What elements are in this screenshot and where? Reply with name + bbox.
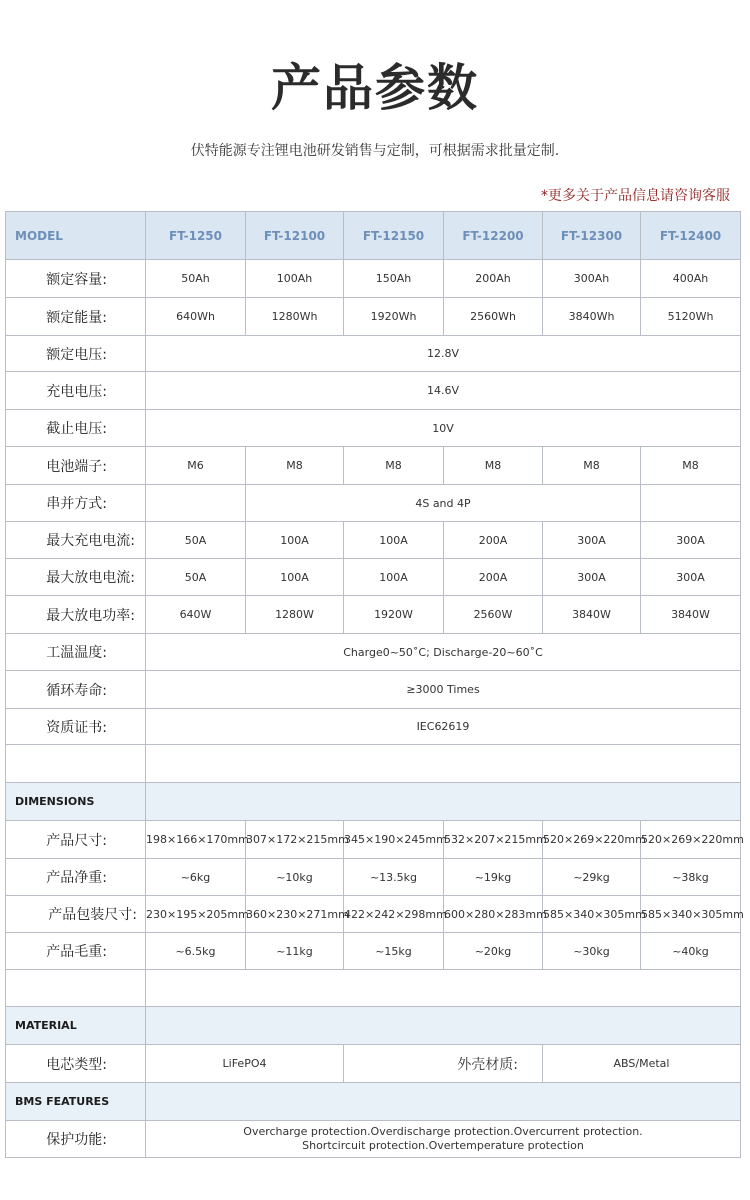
capacity-value: 50Ah <box>146 260 246 298</box>
row-label: 额定容量: <box>6 260 146 298</box>
dimensions-section-row <box>6 783 741 821</box>
gross-weight-value: ~11kg <box>246 933 344 970</box>
charge-voltage-row <box>6 372 741 410</box>
row-label: 电芯类型: <box>6 1045 146 1083</box>
row-label: 充电电压: <box>6 372 146 410</box>
package-size-value: 585×340×305mm <box>543 896 641 933</box>
size-value: 307×172×215mm <box>246 821 344 859</box>
charge-current-value: 300A <box>543 522 641 559</box>
energy-value: 3840Wh <box>543 298 641 336</box>
charge-current-value: 50A <box>146 522 246 559</box>
discharge-power-value: 3840W <box>543 596 641 634</box>
discharge-power-value: 3840W <box>641 596 741 634</box>
net-weight-value: ~29kg <box>543 859 641 896</box>
capacity-value: 300Ah <box>543 260 641 298</box>
discharge-current-value: 200A <box>444 559 543 596</box>
empty-cell <box>146 745 741 783</box>
discharge-current-value: 100A <box>246 559 344 596</box>
protection-line: Overcharge protection.Overdischarge protection.Overcurrent protection. <box>243 1125 643 1138</box>
model-name: FT-12100 <box>246 212 344 260</box>
cell-type-value: LiFePO4 <box>146 1045 344 1083</box>
row-label: 最大放电功率: <box>6 596 146 634</box>
charge-current-value: 100A <box>344 522 444 559</box>
row-label: 电池端子: <box>6 447 146 485</box>
material-section-row <box>6 1007 741 1045</box>
row-label: 额定能量: <box>6 298 146 336</box>
empty-cell <box>146 970 741 1007</box>
model-header-row <box>6 212 741 260</box>
protection-value <box>146 1121 741 1158</box>
size-value: 345×190×245mm <box>344 821 444 859</box>
page-subtitle: 伏特能源专注锂电池研发销售与定制，可根据需求批量定制. <box>190 143 560 159</box>
terminal-value: M8 <box>444 447 543 485</box>
empty-cell <box>146 1083 741 1121</box>
gross-weight-value: ~6.5kg <box>146 933 246 970</box>
energy-row <box>6 298 741 336</box>
terminal-value: M6 <box>146 447 246 485</box>
terminal-value: M8 <box>344 447 444 485</box>
shell-label: 外壳材质: <box>344 1045 543 1083</box>
max-discharge-power-row <box>6 596 741 634</box>
empty-cell <box>6 745 146 783</box>
charge-current-value: 300A <box>641 522 741 559</box>
capacity-row <box>6 260 741 298</box>
size-value: 520×269×220mm <box>641 821 741 859</box>
cutoff-voltage-row <box>6 410 741 447</box>
gross-weight-value: ~20kg <box>444 933 543 970</box>
net-weight-row <box>6 859 741 896</box>
temperature-value: Charge0~50˚C; Discharge-20~60˚C <box>146 634 741 671</box>
row-label: 产品包装尺寸: <box>6 896 146 933</box>
certificate-value: IEC62619 <box>146 709 741 745</box>
package-size-value: 422×242×298mm <box>344 896 444 933</box>
cycle-life-value: ≥3000 Times <box>146 671 741 709</box>
spacer-row <box>6 970 741 1007</box>
model-name: FT-12400 <box>641 212 741 260</box>
gross-weight-value: ~15kg <box>344 933 444 970</box>
spacer-row <box>6 745 741 783</box>
shell-value: ABS/Metal <box>543 1045 741 1083</box>
net-weight-value: ~38kg <box>641 859 741 896</box>
row-label: 最大充电电流: <box>6 522 146 559</box>
charge-current-value: 200A <box>444 522 543 559</box>
empty-cell <box>146 1007 741 1045</box>
discharge-current-value: 50A <box>146 559 246 596</box>
capacity-value: 100Ah <box>246 260 344 298</box>
empty-cell <box>146 485 246 522</box>
charge-voltage-value: 14.6V <box>146 372 741 410</box>
cycle-life-row <box>6 671 741 709</box>
model-name: FT-1250 <box>146 212 246 260</box>
energy-value: 1920Wh <box>344 298 444 336</box>
charge-current-value: 100A <box>246 522 344 559</box>
terminal-value: M8 <box>543 447 641 485</box>
bms-label: BMS FEATURES <box>6 1083 146 1121</box>
size-value: 532×207×215mm <box>444 821 543 859</box>
discharge-power-value: 2560W <box>444 596 543 634</box>
size-value: 520×269×220mm <box>543 821 641 859</box>
capacity-value: 200Ah <box>444 260 543 298</box>
package-size-value: 360×230×271mm <box>246 896 344 933</box>
size-row <box>6 821 741 859</box>
net-weight-value: ~6kg <box>146 859 246 896</box>
net-weight-value: ~13.5kg <box>344 859 444 896</box>
protection-line: Shortcircuit protection.Overtemperature protection <box>302 1139 584 1152</box>
spec-table <box>5 211 744 1158</box>
empty-cell <box>6 970 146 1007</box>
row-label: 额定电压: <box>6 336 146 372</box>
capacity-value: 150Ah <box>344 260 444 298</box>
discharge-current-value: 300A <box>543 559 641 596</box>
model-name: FT-12300 <box>543 212 641 260</box>
row-label: 工温温度: <box>6 634 146 671</box>
model-label: MODEL <box>6 212 146 260</box>
protection-row <box>6 1121 741 1158</box>
discharge-power-value: 1280W <box>246 596 344 634</box>
discharge-current-value: 100A <box>344 559 444 596</box>
discharge-current-value: 300A <box>641 559 741 596</box>
size-value: 198×166×170mm <box>146 821 246 859</box>
max-discharge-current-row <box>6 559 741 596</box>
row-label: 资质证书: <box>6 709 146 745</box>
material-row <box>6 1045 741 1083</box>
temperature-row <box>6 634 741 671</box>
empty-cell <box>146 783 741 821</box>
certificate-row <box>6 709 741 745</box>
row-label: 产品尺寸: <box>6 821 146 859</box>
max-charge-current-row <box>6 522 741 559</box>
voltage-row <box>6 336 741 372</box>
row-label: 保护功能: <box>6 1121 146 1158</box>
row-label: 产品净重: <box>6 859 146 896</box>
energy-value: 5120Wh <box>641 298 741 336</box>
row-label: 截止电压: <box>6 410 146 447</box>
terminal-value: M8 <box>246 447 344 485</box>
row-label: 循环寿命: <box>6 671 146 709</box>
row-label: 产品毛重: <box>6 933 146 970</box>
page-title: 产品参数 <box>271 59 479 117</box>
package-size-value: 230×195×205mm <box>146 896 246 933</box>
energy-value: 2560Wh <box>444 298 543 336</box>
terminal-row <box>6 447 741 485</box>
package-size-value: 585×340×305mm <box>641 896 741 933</box>
package-size-value: 600×280×283mm <box>444 896 543 933</box>
discharge-power-value: 640W <box>146 596 246 634</box>
customer-service-note: *更多关于产品信息请咨询客服 <box>541 188 730 204</box>
capacity-value: 400Ah <box>641 260 741 298</box>
terminal-value: M8 <box>641 447 741 485</box>
series-value: 4S and 4P <box>246 485 641 522</box>
voltage-value: 12.8V <box>146 336 741 372</box>
net-weight-value: ~10kg <box>246 859 344 896</box>
gross-weight-value: ~30kg <box>543 933 641 970</box>
bms-section-row <box>6 1083 741 1121</box>
discharge-power-value: 1920W <box>344 596 444 634</box>
gross-weight-row <box>6 933 741 970</box>
package-size-row <box>6 896 741 933</box>
net-weight-value: ~19kg <box>444 859 543 896</box>
energy-value: 1280Wh <box>246 298 344 336</box>
row-label: 最大放电电流: <box>6 559 146 596</box>
dimensions-label: DIMENSIONS <box>6 783 146 821</box>
series-row <box>6 485 741 522</box>
empty-cell <box>641 485 741 522</box>
model-name: FT-12150 <box>344 212 444 260</box>
energy-value: 640Wh <box>146 298 246 336</box>
material-label: MATERIAL <box>6 1007 146 1045</box>
cutoff-voltage-value: 10V <box>146 410 741 447</box>
row-label: 串并方式: <box>6 485 146 522</box>
model-name: FT-12200 <box>444 212 543 260</box>
gross-weight-value: ~40kg <box>641 933 741 970</box>
